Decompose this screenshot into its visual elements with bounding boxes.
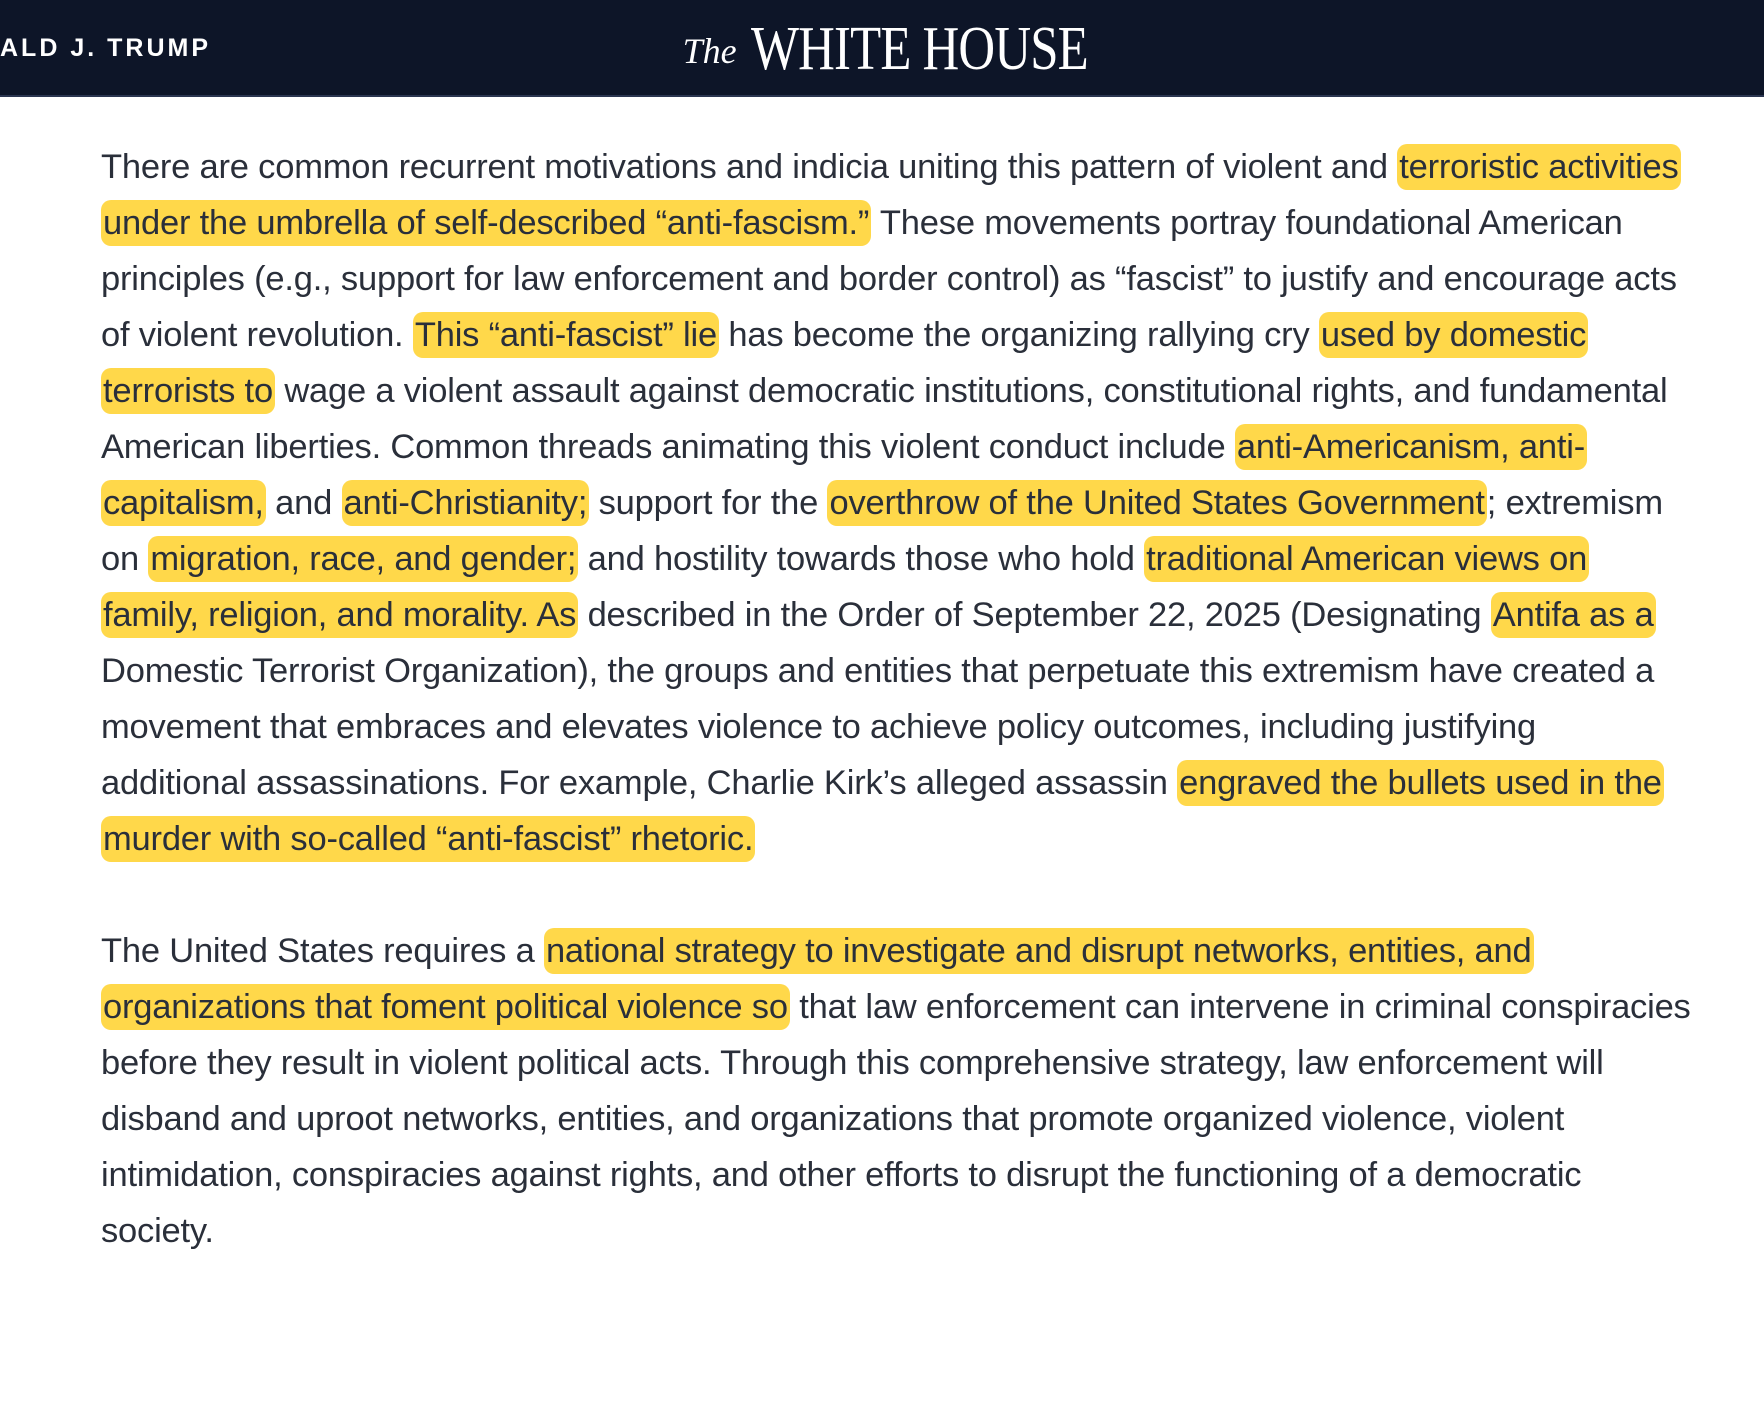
text-segment: There are common recurrent motivations and indicia uniting this pattern of violent and xyxy=(101,148,1398,186)
text-segment: wage a violent assault against democratic institutions, constitutional rights, and fundamental American liberties. Common threads animating this violent conduct include xyxy=(101,372,1668,466)
text-segment: that law enforcement can intervene in criminal conspiracies before they result in violent political acts. Through this comprehensive strategy, law enforcement will disband and uproot networks, entities, and organizations that promote organized violence, violent intimidation, conspiracies against rights, and other efforts to disrupt the functioning of a democratic society. xyxy=(101,988,1691,1250)
text-segment: Domestic Terrorist Organization), the groups and entities that perpetuate this extremism have created a movement that embraces and elevates violence to achieve policy outcomes, including justifying additional assassinations. For example, Charlie Kirk’s alleged assassin xyxy=(101,652,1655,802)
text-segment: ; extremism on xyxy=(101,484,1663,578)
highlighted-text: anti-Christianity; xyxy=(342,480,590,526)
highlighted-text: migration, race, and gender; xyxy=(148,536,578,582)
site-header xyxy=(0,0,1764,97)
highlighted-text: terroristic activities under the umbrella of self-described “anti-fascism.” xyxy=(101,144,1681,246)
logo-the: The xyxy=(682,31,737,71)
text-segment: described in the Order of September 22, 2025 (Designating xyxy=(578,596,1491,634)
text-segment: and hostility towards those who hold xyxy=(578,540,1145,578)
text-segment: has become the organizing rallying cry xyxy=(718,316,1319,354)
article-body xyxy=(101,139,1691,1259)
text-segment: These movements portray foundational American principles (e.g., support for law enforcement and border control) as “fascist” to justify and encourage acts of violent revolution. xyxy=(101,204,1677,354)
text-segment: support for the xyxy=(589,484,828,522)
nav-link-president[interactable]: ALD J. TRUMP xyxy=(0,34,211,62)
logo-white-house: WHITE HOUSE xyxy=(750,15,1088,83)
text-segment: and xyxy=(265,484,342,522)
highlighted-text: engraved the bullets used in the murder with so-called “anti-fascist” rhetoric. xyxy=(101,760,1664,862)
text-segment: The United States requires a xyxy=(101,932,544,970)
highlighted-text: anti-Americanism, anti-capitalism, xyxy=(101,424,1587,526)
highlighted-text: used by domestic terrorists to xyxy=(101,312,1588,414)
paragraph-2 xyxy=(101,923,1691,1259)
highlighted-text: traditional American views on family, religion, and morality. As xyxy=(101,536,1589,638)
highlighted-text: national strategy to investigate and disrupt networks, entities, and organizations that foment political violence so xyxy=(101,928,1534,1030)
highlighted-text: overthrow of the United States Government xyxy=(827,480,1486,526)
highlighted-text: This “anti-fascist” lie xyxy=(413,312,719,358)
site-logo[interactable] xyxy=(0,14,1764,85)
paragraph-1 xyxy=(101,139,1691,867)
highlighted-text: Antifa as a xyxy=(1491,592,1656,638)
